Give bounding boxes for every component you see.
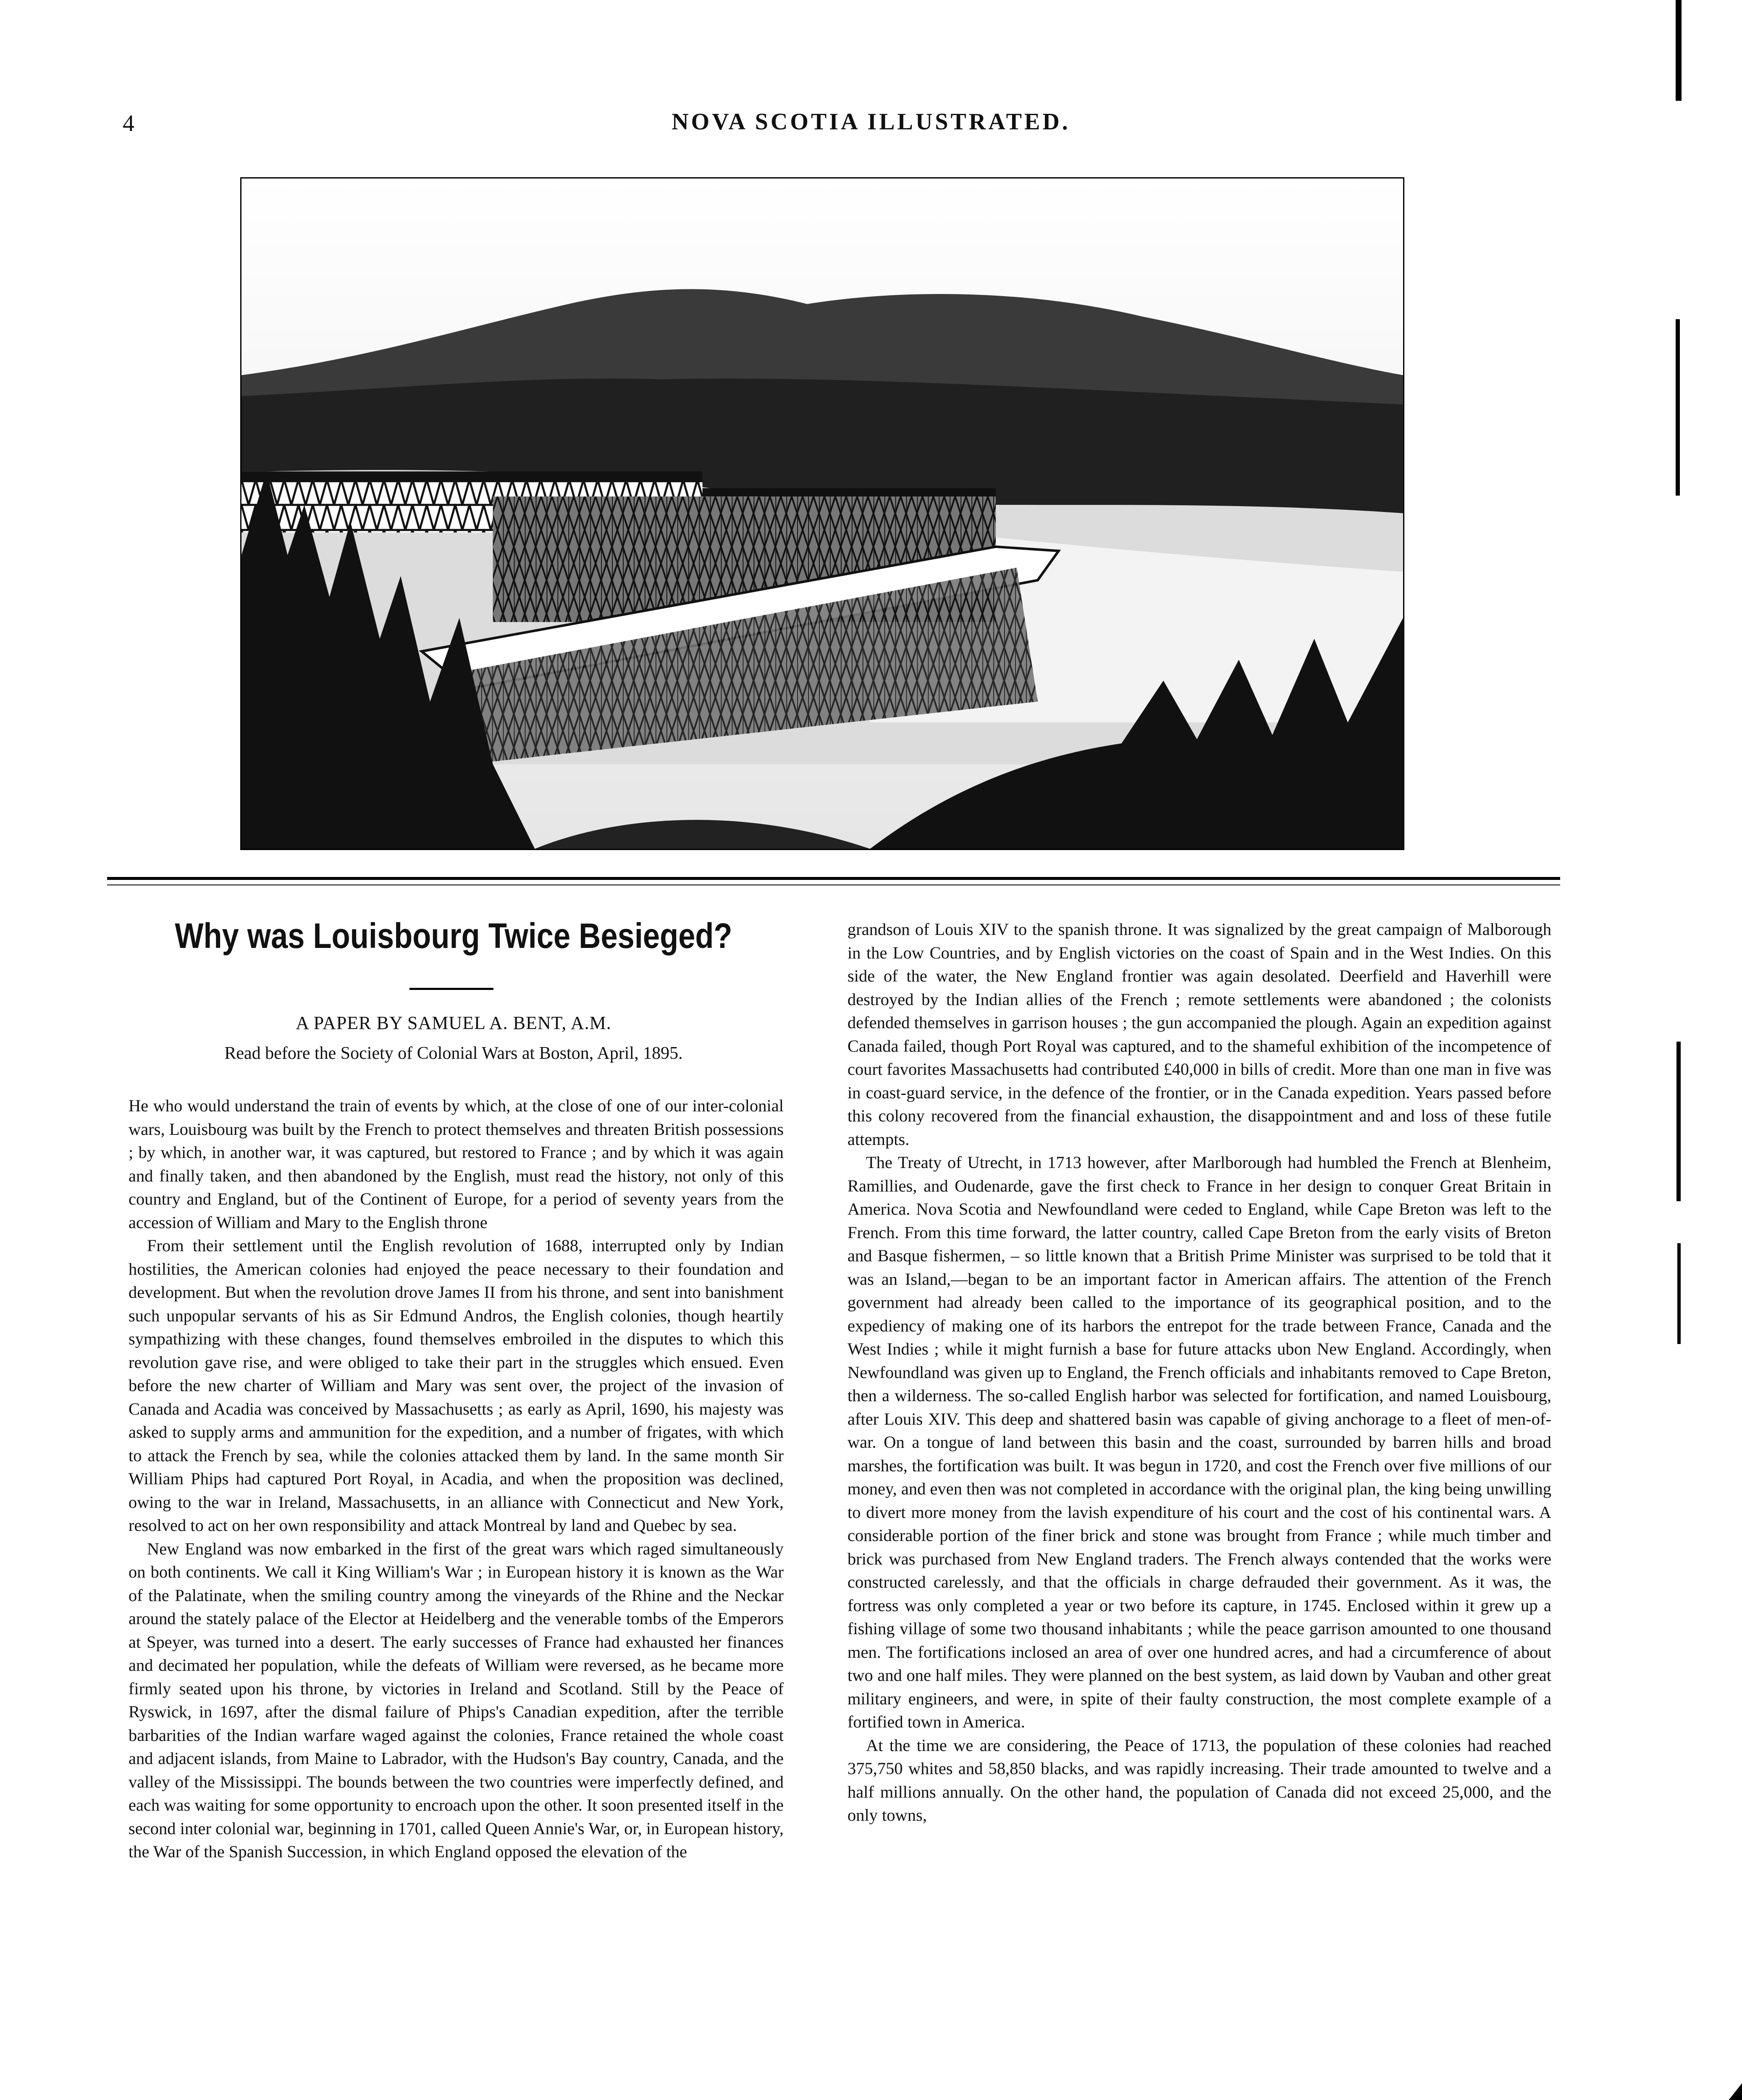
article-title: Why was Louisbourg Twice Besieged? (175, 916, 732, 956)
margin-binding-mark (1676, 319, 1680, 496)
paragraph: At the time we are considering, the Peace of 1713, the population of these colonies had reached 375,750 whites and 58,850 blacks, and was rapidly increasing. Their trade amounted to twelve and a half millions annually. On the other hand, the population of Canada did not exceed 25,000, and the only towns, (847, 1735, 1551, 1824)
article-byline: A PAPER BY SAMUEL A. BENT, A.M. (296, 1013, 611, 1033)
paragraph: New England was now embarked in the first of the great wars which raged simultaneously on both continents. We call it King William's War ; in European history it is known as the War of the Palatinate, when the smiling country among the vineyards of the Rhine and the Neckar around the stately palace of the Elector at Heidelberg and the venerable tombs of the Emperors at Speyer, was turned into a desert. The early successes of France had exhausted her finances and decimated her population, while the defeats of William were reversed, as he became more firmly seated upon his throne, by victories in Ireland and Scotland. Still by the Peace of Ryswick, in 1697, after the dismal failure of Phips's Canadian expedition, after the terrible barbarities of the Indian warfare waged against the colonies, France retained the whole coast and adjacent islands, from Maine to Labrador, with the Hudson's Bay country, Canada, and the valley of the Mississippi. The bounds between the two countries were imperfectly defined, and each was waiting for some opportunity to encroach upon the other. It soon presented itself in the second inter colonial war, beginning in 1701, called Queen Annie's War, or, in European history, the War of the Spanish Succession, in which England opposed the elevation of the (129, 1539, 784, 1861)
left-column (129, 1094, 784, 1864)
paragraph: The Treaty of Utrecht, in 1713 however, after Marlborough had humbled the French at Blenheim, Ramillies, and Oudenarde, gave the first check to France in her design to conquer Great Britain in America. Nova Scotia and Newfoundland were ceded to England, while Cape Breton was left to the French. From this time forward, the latter country, called Cape Breton from the early visits of Breton and Basque fishermen, – so little known that a British Prime Minister was surprised to be told that it was an Island,—began to be an important factor in American affairs. The attention of the French government had already been called to the importance of its geographical position, and to the expediency of making one of its harbors the entrepot for the trade between France, Canada and the West Indies ; while it might furnish a base for future attacks ubon New England. Accordingly, when Newfoundland was given up to England, the French officials and inhabitants removed to Cape Breton, then a wilderness. The so-called English harbor was selected for fortification, and named Louisbourg, after Louis XIV. This deep and shattered basin was capable of giving anchorage to a fleet of men-of-war. On a tongue of land between this basin and the coast, surrounded by barren hills and broad marshes, the fortification was built. It was begun in 1720, and cost the French over five millions of our money, and even then was not completed in accordance with the original plan, the king being unwilling to divert more money from the lavish expenditure of his court and the cost of his continental wars. A considerable portion of the finer brick and stone was brought from France ; while much timber and brick was purchased from New England traders. The French always contended that the works were constructed carelessly, and that the officials in charge defrauded their government. As it was, the fortress was only completed a year or two before its capture, in 1745. Enclosed within it grew up a fishing village of some two thousand inhabitants ; while the peace garrison amounted to one thousand men. The fortifications inclosed an area of over one hundred acres, and had a circumference of about two and one half miles. They were planned on the best system, as laid down by Vauban and other great military engineers, and were, in spite of their faulty construction, the most complete example of a fortified town in America. (847, 1153, 1551, 1731)
paragraph: He who would understand the train of events by which, at the close of one of our inter-colonial wars, Louisbourg was built by the French to protect themselves and threaten British possessions ; by which, in another war, it was captured, but restored to France ; and by which it was again and finally taken, and then abandoned by the English, must read the history, not only of this country and England, but of the Continent of Europe, for a period of seventy years from the accession of William and Mary to the English throne (129, 1096, 784, 1232)
title-rule (409, 988, 493, 990)
right-column (847, 918, 1551, 1827)
page-number: 4 (123, 110, 134, 136)
bridge-photograph (240, 177, 1404, 850)
paragraph: From their settlement until the English revolution of 1688, interrupted only by Indian hostilities, the American colonies had enjoyed the peace necessary to their foundation and development. But when the revolution drove James II from his throne, and sent into banishment such unpopular servants of his as Sir Edmund Andros, the English colonies, though heartily sympathizing with these changes, found themselves embroiled in the disputes to which this revolution gave rise, and were obliged to take their part in the struggles which ensued. Even before the new charter of William and Mary was sent over, the project of the invasion of Canada and Acadia was conceived by Massachusetts ; as early as April, 1690, his majesty was asked to supply arms and ammunition for the expedition, and a number of frigates, with which to attack the French by sea, while the colonies attacked them by land. In the same month Sir William Phips had captured Port Royal, in Acadia, and when the proposition was declined, owing to the war in Ireland, Massachusetts, in an alliance with Connecticut and New York, resolved to act on her own responsibility and attack Montreal by land and Quebec by sea. (129, 1236, 784, 1535)
bridge-photo-illustration (241, 178, 1403, 849)
paragraph: grandson of Louis XIV to the spanish throne. It was signalized by the great campaign of Malborough in the Low Countries, and by English victories on the coast of Spain and in the West Indies. On this side of the water, the New England frontier was again desolated. Deerfield and Haverhill were destroyed by the Indian allies of the French ; remote settlements were abandoned ; the colonists defended themselves in garrison houses ; the gun accompanied the plough. Again an expedition against Canada failed, though Port Royal was captured, and to the shameful exhibition of the incompetence of court favorites Massachusetts had contributed £40,000 in bills of credit. More than one man in five was in coast-guard service, in the defence of the frontier, or in the Canada expedition. Years passed before this colony recovered from the financial exhaustion, the disappointment and and loss of these futile attempts. (847, 920, 1551, 1149)
margin-binding-mark (1677, 1243, 1681, 1344)
margin-binding-mark (1676, 0, 1682, 101)
running-head: NOVA SCOTIA ILLUSTRATED. (672, 109, 1070, 135)
page-corner-shadow (1629, 2083, 1742, 2100)
section-rule-thick (107, 877, 1560, 880)
article-venue: Read before the Society of Colonial Wars at Boston, April, 1895. (224, 1044, 683, 1063)
margin-binding-mark (1676, 1042, 1681, 1201)
